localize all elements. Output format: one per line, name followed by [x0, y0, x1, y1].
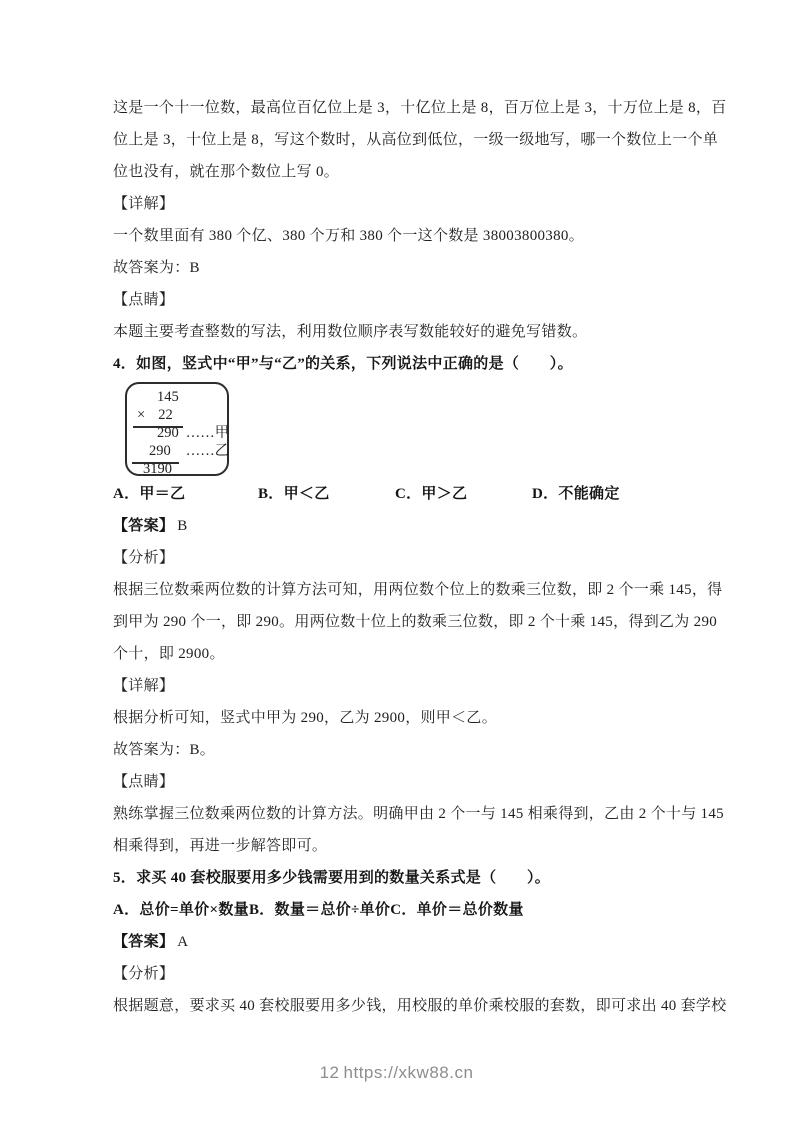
calc-product: 3190 [143, 461, 172, 477]
document-body [113, 92, 727, 1022]
times-sign: × [137, 407, 146, 423]
q4-option-b: B．甲＜乙 [258, 486, 330, 502]
q4-vertical-multiplication-box [125, 382, 229, 476]
calc-multiplicand: 145 [157, 389, 179, 405]
calc-partial2-tag: ……乙 [185, 443, 230, 459]
q3-conclusion: 故答案为：B [113, 260, 200, 276]
calc-partial1-row [127, 425, 230, 442]
q4-analysis-line: 个十，即 2900。 [113, 646, 225, 662]
q5-option-b: B．数量＝总价÷单价 [248, 902, 391, 918]
page-footer [0, 1063, 793, 1093]
q4-option-c: C．甲＞乙 [395, 486, 468, 502]
q5-answer-value: A [177, 934, 189, 950]
q4-analysis-label: 【分析】 [113, 550, 175, 566]
q3-explain-line: 位也没有，就在那个数位上写 0。 [113, 164, 340, 180]
q4-analysis-line: 到甲为 290 个一，即 290。用两位数十位上的数乘三位数，即 2 个十乘 145，得到乙为 290 [113, 614, 718, 630]
calc-multiplier: 22 [158, 407, 173, 423]
q5-answer-label: 【答案】 [113, 934, 175, 950]
q3-detail-text: 一个数里面有 380 个亿、380 个万和 380 个一这个数是 38003800380。 [113, 228, 585, 244]
q4-conclusion: 故答案为：B。 [113, 742, 216, 758]
q5-option-c: C．单价＝总价数量 [390, 902, 524, 918]
calc-partial2-row [127, 442, 230, 461]
calc-multiplier-row [127, 406, 227, 425]
q5-analysis-text: 根据题意，要求买 40 套校服要用多少钱，用校服的单价乘校服的套数，即可求出 40 套学校 [113, 998, 727, 1014]
q4-note-line: 熟练掌握三位数乘两位数的计算方法。明确甲由 2 个一与 145 相乘得到，乙由 2 个十与 145 [113, 806, 724, 822]
q3-note-label: 【点睛】 [113, 292, 175, 308]
calc-partial1-tag: ……甲 [185, 425, 230, 441]
q4-detail-label: 【详解】 [113, 678, 175, 694]
q3-explain-line: 这是一个十一位数，最高位百亿位上是 3，十亿位上是 8，百万位上是 3，十万位上是 8，百 [113, 100, 727, 116]
calc-multiplicand-row [127, 389, 227, 406]
calc-partial1: 290 [157, 425, 179, 441]
q5-options-row [113, 894, 688, 926]
q4-answer-row [113, 510, 688, 542]
q5-analysis-label: 【分析】 [113, 966, 175, 982]
q4-option-d: D．不能确定 [532, 486, 620, 502]
q3-note-text: 本题主要考查整数的写法，利用数位顺序表写数能较好的避免写错数。 [113, 324, 588, 340]
q4-note-line: 相乘得到，再进一步解答即可。 [113, 838, 328, 854]
q3-explain-line: 位上是 3，十位上是 8，写这个数时，从高位到低位，一级一级地写，哪一个数位上一个单 [113, 132, 719, 148]
calc-partial2: 290 [149, 443, 171, 459]
q4-answer-value: B [177, 518, 188, 534]
q4-options-row [113, 478, 688, 510]
q5-option-a: A．总价=单价×数量 [113, 902, 249, 918]
q5-answer-row [113, 926, 688, 958]
q4-stem: 4．如图，竖式中“甲”与“乙”的关系，下列说法中正确的是（ ）。 [113, 356, 573, 372]
page-number: 12 [319, 1063, 340, 1082]
q5-stem: 5．求买 40 套校服要用多少钱需要用到的数量关系式是（ ）。 [113, 870, 551, 886]
q4-answer-label: 【答案】 [113, 518, 175, 534]
q4-analysis-line: 根据三位数乘两位数的计算方法可知，用两位数个位上的数乘三位数，即 2 个一乘 145，得 [113, 582, 723, 598]
q4-option-a: A．甲＝乙 [113, 486, 186, 502]
q4-note-label: 【点睛】 [113, 774, 175, 790]
q4-detail-text: 根据分析可知，竖式中甲为 290，乙为 2900，则甲＜乙。 [113, 710, 498, 726]
q3-detail-label: 【详解】 [113, 196, 175, 212]
site-url: https://xkw88.cn [343, 1063, 474, 1082]
